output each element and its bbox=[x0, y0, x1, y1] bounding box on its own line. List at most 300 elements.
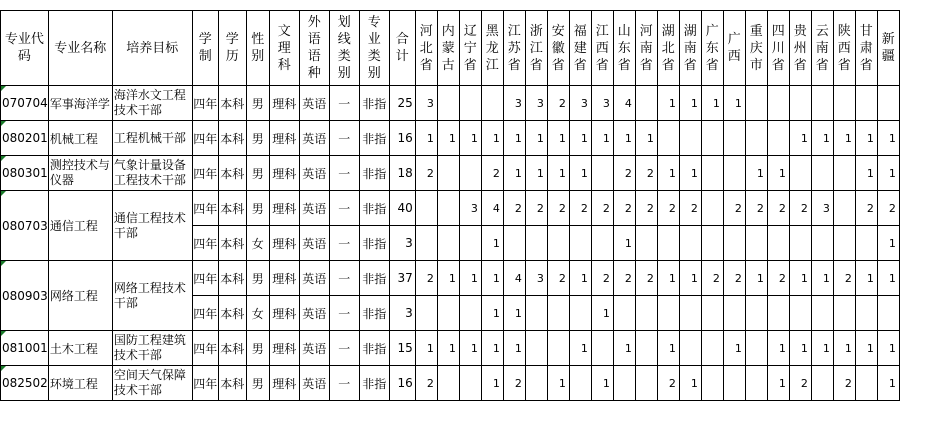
total-cell: 18 bbox=[389, 156, 415, 191]
province-count-cell: 1 bbox=[547, 156, 569, 191]
province-count-cell bbox=[635, 226, 657, 261]
province-count-cell bbox=[701, 331, 723, 366]
province-count-cell bbox=[811, 86, 833, 121]
table-cell: 一 bbox=[329, 156, 359, 191]
province-count-cell: 1 bbox=[723, 86, 745, 121]
province-count-cell bbox=[525, 366, 547, 401]
province-count-cell: 1 bbox=[745, 156, 767, 191]
table-cell: 理科 bbox=[269, 191, 299, 226]
province-count-cell: 1 bbox=[723, 331, 745, 366]
table-cell: 本科 bbox=[218, 121, 246, 156]
table-cell: 男 bbox=[246, 156, 269, 191]
major-code-cell: 082502 bbox=[1, 366, 49, 401]
training-goal-cell: 国防工程建筑技术干部 bbox=[112, 331, 192, 366]
province-count-cell: 2 bbox=[657, 366, 679, 401]
province-count-cell bbox=[701, 366, 723, 401]
major-name-cell: 机械工程 bbox=[48, 121, 112, 156]
province-count-cell: 1 bbox=[855, 331, 877, 366]
province-count-cell: 2 bbox=[591, 261, 613, 296]
province-count-cell: 2 bbox=[635, 191, 657, 226]
column-header: 江苏省 bbox=[503, 11, 525, 86]
province-count-cell: 1 bbox=[503, 296, 525, 331]
province-count-cell bbox=[811, 156, 833, 191]
province-count-cell: 2 bbox=[481, 156, 503, 191]
table-cell: 四年 bbox=[192, 121, 218, 156]
province-count-cell: 3 bbox=[525, 261, 547, 296]
province-count-cell bbox=[525, 331, 547, 366]
province-count-cell: 1 bbox=[789, 261, 811, 296]
province-count-cell: 1 bbox=[701, 86, 723, 121]
table-cell: 四年 bbox=[192, 261, 218, 296]
column-header: 河南省 bbox=[635, 11, 657, 86]
province-count-cell: 1 bbox=[855, 156, 877, 191]
province-count-cell: 1 bbox=[877, 156, 899, 191]
table-cell: 男 bbox=[246, 191, 269, 226]
province-count-cell: 1 bbox=[657, 261, 679, 296]
table-cell: 英语 bbox=[299, 86, 329, 121]
table-cell: 四年 bbox=[192, 156, 218, 191]
province-count-cell: 3 bbox=[525, 86, 547, 121]
column-header: 新疆 bbox=[877, 11, 899, 86]
total-cell: 37 bbox=[389, 261, 415, 296]
province-count-cell bbox=[613, 366, 635, 401]
province-count-cell bbox=[415, 296, 437, 331]
table-cell: 一 bbox=[329, 331, 359, 366]
province-count-cell: 1 bbox=[569, 331, 591, 366]
table-cell: 男 bbox=[246, 366, 269, 401]
province-count-cell bbox=[437, 226, 459, 261]
province-count-cell bbox=[767, 121, 789, 156]
province-count-cell: 1 bbox=[811, 121, 833, 156]
column-header: 山东省 bbox=[613, 11, 635, 86]
major-code-cell: 080301 bbox=[1, 156, 49, 191]
training-goal-cell: 海洋水文工程技术干部 bbox=[112, 86, 192, 121]
province-count-cell bbox=[701, 191, 723, 226]
major-code-cell: 080903 bbox=[1, 261, 49, 331]
province-count-cell: 2 bbox=[745, 191, 767, 226]
table-row bbox=[1, 191, 900, 226]
table-cell: 四年 bbox=[192, 366, 218, 401]
major-name-cell: 通信工程 bbox=[48, 191, 112, 261]
province-count-cell bbox=[503, 226, 525, 261]
column-header: 专业名称 bbox=[48, 11, 112, 86]
province-count-cell bbox=[459, 226, 481, 261]
province-count-cell: 1 bbox=[591, 366, 613, 401]
table-row bbox=[1, 86, 900, 121]
province-count-cell bbox=[833, 226, 855, 261]
table-cell: 一 bbox=[329, 121, 359, 156]
province-count-cell bbox=[569, 296, 591, 331]
province-count-cell bbox=[679, 331, 701, 366]
table-cell: 英语 bbox=[299, 156, 329, 191]
province-count-cell bbox=[745, 366, 767, 401]
major-code-cell: 081001 bbox=[1, 331, 49, 366]
province-count-cell: 2 bbox=[833, 261, 855, 296]
province-count-cell bbox=[855, 86, 877, 121]
column-header: 贵州省 bbox=[789, 11, 811, 86]
column-header: 学制 bbox=[192, 11, 218, 86]
province-count-cell bbox=[701, 226, 723, 261]
province-count-cell bbox=[767, 226, 789, 261]
province-count-cell bbox=[767, 296, 789, 331]
table-cell: 非指 bbox=[359, 296, 389, 331]
column-header: 湖南省 bbox=[679, 11, 701, 86]
province-count-cell: 4 bbox=[481, 191, 503, 226]
province-count-cell: 1 bbox=[569, 261, 591, 296]
province-count-cell: 2 bbox=[503, 366, 525, 401]
province-count-cell: 1 bbox=[459, 261, 481, 296]
province-count-cell: 1 bbox=[877, 366, 899, 401]
table-cell: 一 bbox=[329, 191, 359, 226]
column-header: 专业类别 bbox=[359, 11, 389, 86]
province-count-cell: 1 bbox=[745, 261, 767, 296]
total-cell: 40 bbox=[389, 191, 415, 226]
province-count-cell: 1 bbox=[547, 366, 569, 401]
province-count-cell: 1 bbox=[833, 331, 855, 366]
province-count-cell bbox=[723, 296, 745, 331]
column-header: 河北省 bbox=[415, 11, 437, 86]
table-row bbox=[1, 121, 900, 156]
province-count-cell: 3 bbox=[569, 86, 591, 121]
province-count-cell bbox=[833, 191, 855, 226]
province-count-cell: 1 bbox=[679, 86, 701, 121]
table-cell: 本科 bbox=[218, 366, 246, 401]
province-count-cell: 1 bbox=[481, 121, 503, 156]
province-count-cell bbox=[459, 86, 481, 121]
total-cell: 25 bbox=[389, 86, 415, 121]
province-count-cell bbox=[635, 366, 657, 401]
province-count-cell: 1 bbox=[833, 121, 855, 156]
province-count-cell: 2 bbox=[613, 156, 635, 191]
table-cell: 本科 bbox=[218, 86, 246, 121]
province-count-cell bbox=[833, 86, 855, 121]
province-count-cell bbox=[679, 296, 701, 331]
province-count-cell bbox=[745, 296, 767, 331]
enrollment-table bbox=[0, 10, 900, 401]
province-count-cell: 1 bbox=[525, 156, 547, 191]
training-goal-cell: 气象计量设备工程技术干部 bbox=[112, 156, 192, 191]
table-cell: 英语 bbox=[299, 366, 329, 401]
province-count-cell: 1 bbox=[437, 331, 459, 366]
table-cell: 本科 bbox=[218, 226, 246, 261]
province-count-cell bbox=[701, 156, 723, 191]
province-count-cell bbox=[723, 156, 745, 191]
province-count-cell: 2 bbox=[503, 191, 525, 226]
table-cell: 男 bbox=[246, 331, 269, 366]
table-cell: 非指 bbox=[359, 226, 389, 261]
sheet-bottom bbox=[0, 418, 934, 439]
major-code-cell: 080201 bbox=[1, 121, 49, 156]
province-count-cell: 1 bbox=[613, 226, 635, 261]
province-count-cell: 1 bbox=[437, 261, 459, 296]
province-count-cell: 1 bbox=[877, 121, 899, 156]
province-count-cell bbox=[591, 226, 613, 261]
table-cell: 本科 bbox=[218, 331, 246, 366]
table-cell: 一 bbox=[329, 296, 359, 331]
total-cell: 16 bbox=[389, 121, 415, 156]
province-count-cell: 1 bbox=[437, 121, 459, 156]
table-body bbox=[1, 86, 900, 401]
province-count-cell: 2 bbox=[789, 191, 811, 226]
province-count-cell: 1 bbox=[767, 156, 789, 191]
table-cell: 本科 bbox=[218, 191, 246, 226]
total-cell: 3 bbox=[389, 226, 415, 261]
column-header: 性别 bbox=[246, 11, 269, 86]
table-cell: 男 bbox=[246, 261, 269, 296]
column-header: 黑龙江 bbox=[481, 11, 503, 86]
province-count-cell: 1 bbox=[591, 296, 613, 331]
table-cell: 英语 bbox=[299, 261, 329, 296]
column-header: 湖北省 bbox=[657, 11, 679, 86]
province-count-cell bbox=[635, 296, 657, 331]
province-count-cell: 2 bbox=[525, 191, 547, 226]
province-count-cell: 2 bbox=[635, 156, 657, 191]
province-count-cell bbox=[525, 296, 547, 331]
province-count-cell: 1 bbox=[481, 296, 503, 331]
province-count-cell bbox=[415, 191, 437, 226]
province-count-cell bbox=[591, 331, 613, 366]
province-count-cell bbox=[701, 121, 723, 156]
province-count-cell: 1 bbox=[613, 121, 635, 156]
province-count-cell: 1 bbox=[767, 366, 789, 401]
province-count-cell: 1 bbox=[635, 121, 657, 156]
major-name-cell: 土木工程 bbox=[48, 331, 112, 366]
table-cell: 非指 bbox=[359, 261, 389, 296]
province-count-cell bbox=[613, 296, 635, 331]
training-goal-cell: 工程机械干部 bbox=[112, 121, 192, 156]
table-cell: 非指 bbox=[359, 86, 389, 121]
table-cell: 一 bbox=[329, 366, 359, 401]
province-count-cell: 3 bbox=[415, 86, 437, 121]
province-count-cell: 1 bbox=[679, 261, 701, 296]
province-count-cell bbox=[723, 226, 745, 261]
province-count-cell: 1 bbox=[415, 121, 437, 156]
province-count-cell: 2 bbox=[547, 86, 569, 121]
column-header: 文理科 bbox=[269, 11, 299, 86]
table-cell: 理科 bbox=[269, 296, 299, 331]
province-count-cell bbox=[833, 296, 855, 331]
province-count-cell: 2 bbox=[415, 261, 437, 296]
province-count-cell: 2 bbox=[789, 366, 811, 401]
province-count-cell: 1 bbox=[679, 156, 701, 191]
province-count-cell: 1 bbox=[811, 331, 833, 366]
column-header: 安徽省 bbox=[547, 11, 569, 86]
province-count-cell: 2 bbox=[613, 261, 635, 296]
table-cell: 英语 bbox=[299, 331, 329, 366]
column-header: 重庆市 bbox=[745, 11, 767, 86]
province-count-cell: 1 bbox=[767, 331, 789, 366]
table-cell: 女 bbox=[246, 296, 269, 331]
major-name-cell: 军事海洋学 bbox=[48, 86, 112, 121]
province-count-cell bbox=[811, 296, 833, 331]
province-count-cell bbox=[459, 156, 481, 191]
province-count-cell: 1 bbox=[657, 86, 679, 121]
table-cell: 男 bbox=[246, 86, 269, 121]
province-count-cell bbox=[437, 156, 459, 191]
column-header: 云南省 bbox=[811, 11, 833, 86]
province-count-cell bbox=[767, 86, 789, 121]
province-count-cell: 2 bbox=[613, 191, 635, 226]
table-cell: 四年 bbox=[192, 331, 218, 366]
province-count-cell: 3 bbox=[591, 86, 613, 121]
province-count-cell: 1 bbox=[855, 261, 877, 296]
province-count-cell bbox=[745, 331, 767, 366]
province-count-cell: 1 bbox=[877, 226, 899, 261]
province-count-cell: 1 bbox=[679, 366, 701, 401]
table-cell: 本科 bbox=[218, 261, 246, 296]
column-header: 学历 bbox=[218, 11, 246, 86]
province-count-cell: 3 bbox=[503, 86, 525, 121]
province-count-cell: 2 bbox=[415, 156, 437, 191]
province-count-cell: 1 bbox=[415, 331, 437, 366]
table-cell: 一 bbox=[329, 261, 359, 296]
province-count-cell bbox=[635, 86, 657, 121]
province-count-cell: 2 bbox=[635, 261, 657, 296]
province-count-cell bbox=[547, 296, 569, 331]
province-count-cell: 1 bbox=[459, 331, 481, 366]
training-goal-cell: 网络工程技术干部 bbox=[112, 261, 192, 331]
province-count-cell bbox=[657, 121, 679, 156]
province-count-cell bbox=[679, 226, 701, 261]
province-count-cell: 2 bbox=[415, 366, 437, 401]
table-cell: 理科 bbox=[269, 366, 299, 401]
province-count-cell bbox=[789, 156, 811, 191]
province-count-cell: 1 bbox=[503, 156, 525, 191]
province-count-cell bbox=[789, 296, 811, 331]
province-count-cell: 1 bbox=[789, 331, 811, 366]
column-header: 甘肃省 bbox=[855, 11, 877, 86]
province-count-cell bbox=[877, 86, 899, 121]
province-count-cell bbox=[855, 366, 877, 401]
province-count-cell bbox=[481, 86, 503, 121]
column-header: 培养目标 bbox=[112, 11, 192, 86]
table-row bbox=[1, 366, 900, 401]
province-count-cell: 1 bbox=[789, 121, 811, 156]
province-count-cell: 3 bbox=[811, 191, 833, 226]
column-header: 四川省 bbox=[767, 11, 789, 86]
table-cell: 非指 bbox=[359, 191, 389, 226]
total-cell: 3 bbox=[389, 296, 415, 331]
column-header: 江西省 bbox=[591, 11, 613, 86]
province-count-cell bbox=[745, 226, 767, 261]
province-count-cell bbox=[525, 226, 547, 261]
province-count-cell bbox=[437, 86, 459, 121]
province-count-cell: 2 bbox=[833, 366, 855, 401]
table-cell: 本科 bbox=[218, 296, 246, 331]
province-count-cell bbox=[591, 156, 613, 191]
column-header: 外语语种 bbox=[299, 11, 329, 86]
table-cell: 一 bbox=[329, 86, 359, 121]
column-header: 福建省 bbox=[569, 11, 591, 86]
province-count-cell: 1 bbox=[657, 156, 679, 191]
province-count-cell bbox=[679, 121, 701, 156]
province-count-cell bbox=[855, 226, 877, 261]
province-count-cell: 2 bbox=[657, 191, 679, 226]
province-count-cell: 1 bbox=[591, 121, 613, 156]
province-count-cell: 4 bbox=[503, 261, 525, 296]
total-cell: 15 bbox=[389, 331, 415, 366]
province-count-cell: 2 bbox=[569, 191, 591, 226]
province-count-cell: 2 bbox=[723, 191, 745, 226]
major-name-cell: 网络工程 bbox=[48, 261, 112, 331]
province-count-cell: 2 bbox=[877, 191, 899, 226]
province-count-cell: 4 bbox=[613, 86, 635, 121]
table-cell: 理科 bbox=[269, 156, 299, 191]
province-count-cell bbox=[437, 191, 459, 226]
province-count-cell bbox=[745, 121, 767, 156]
province-count-cell bbox=[811, 226, 833, 261]
province-count-cell: 1 bbox=[855, 121, 877, 156]
column-header: 合计 bbox=[389, 11, 415, 86]
table-cell: 英语 bbox=[299, 121, 329, 156]
table-cell: 四年 bbox=[192, 86, 218, 121]
province-count-cell: 1 bbox=[569, 121, 591, 156]
table-cell: 理科 bbox=[269, 331, 299, 366]
province-count-cell: 1 bbox=[877, 331, 899, 366]
table-cell: 非指 bbox=[359, 156, 389, 191]
province-count-cell bbox=[723, 366, 745, 401]
table-cell: 女 bbox=[246, 226, 269, 261]
table-row bbox=[1, 156, 900, 191]
table-cell: 男 bbox=[246, 121, 269, 156]
province-count-cell: 2 bbox=[679, 191, 701, 226]
column-header: 辽宁省 bbox=[459, 11, 481, 86]
province-count-cell bbox=[789, 86, 811, 121]
province-count-cell bbox=[569, 226, 591, 261]
province-count-cell bbox=[833, 156, 855, 191]
province-count-cell: 1 bbox=[503, 331, 525, 366]
province-count-cell bbox=[811, 366, 833, 401]
table-cell: 理科 bbox=[269, 226, 299, 261]
province-count-cell bbox=[547, 331, 569, 366]
major-name-cell: 环境工程 bbox=[48, 366, 112, 401]
province-count-cell bbox=[855, 296, 877, 331]
province-count-cell: 2 bbox=[547, 191, 569, 226]
province-count-cell: 1 bbox=[481, 261, 503, 296]
column-header: 广东省 bbox=[701, 11, 723, 86]
province-count-cell: 1 bbox=[459, 121, 481, 156]
table-cell: 四年 bbox=[192, 226, 218, 261]
table-cell: 英语 bbox=[299, 226, 329, 261]
table-cell: 一 bbox=[329, 226, 359, 261]
column-header: 广西 bbox=[723, 11, 745, 86]
province-count-cell: 2 bbox=[855, 191, 877, 226]
major-code-cell: 070704 bbox=[1, 86, 49, 121]
province-count-cell: 1 bbox=[481, 331, 503, 366]
column-header: 陕西省 bbox=[833, 11, 855, 86]
province-count-cell bbox=[459, 296, 481, 331]
province-count-cell bbox=[459, 366, 481, 401]
column-header: 专业代码 bbox=[1, 11, 49, 86]
table-cell: 四年 bbox=[192, 191, 218, 226]
province-count-cell: 1 bbox=[481, 226, 503, 261]
table-cell: 非指 bbox=[359, 121, 389, 156]
province-count-cell: 3 bbox=[459, 191, 481, 226]
province-count-cell: 1 bbox=[503, 121, 525, 156]
column-header: 划线类别 bbox=[329, 11, 359, 86]
province-count-cell bbox=[723, 121, 745, 156]
province-count-cell: 1 bbox=[525, 121, 547, 156]
province-count-cell bbox=[789, 226, 811, 261]
training-goal-cell: 空间天气保障技术干部 bbox=[112, 366, 192, 401]
header-row bbox=[1, 11, 900, 86]
province-count-cell bbox=[745, 86, 767, 121]
province-count-cell bbox=[569, 366, 591, 401]
province-count-cell: 1 bbox=[657, 331, 679, 366]
province-count-cell bbox=[635, 331, 657, 366]
province-count-cell: 1 bbox=[613, 331, 635, 366]
table-cell: 理科 bbox=[269, 261, 299, 296]
